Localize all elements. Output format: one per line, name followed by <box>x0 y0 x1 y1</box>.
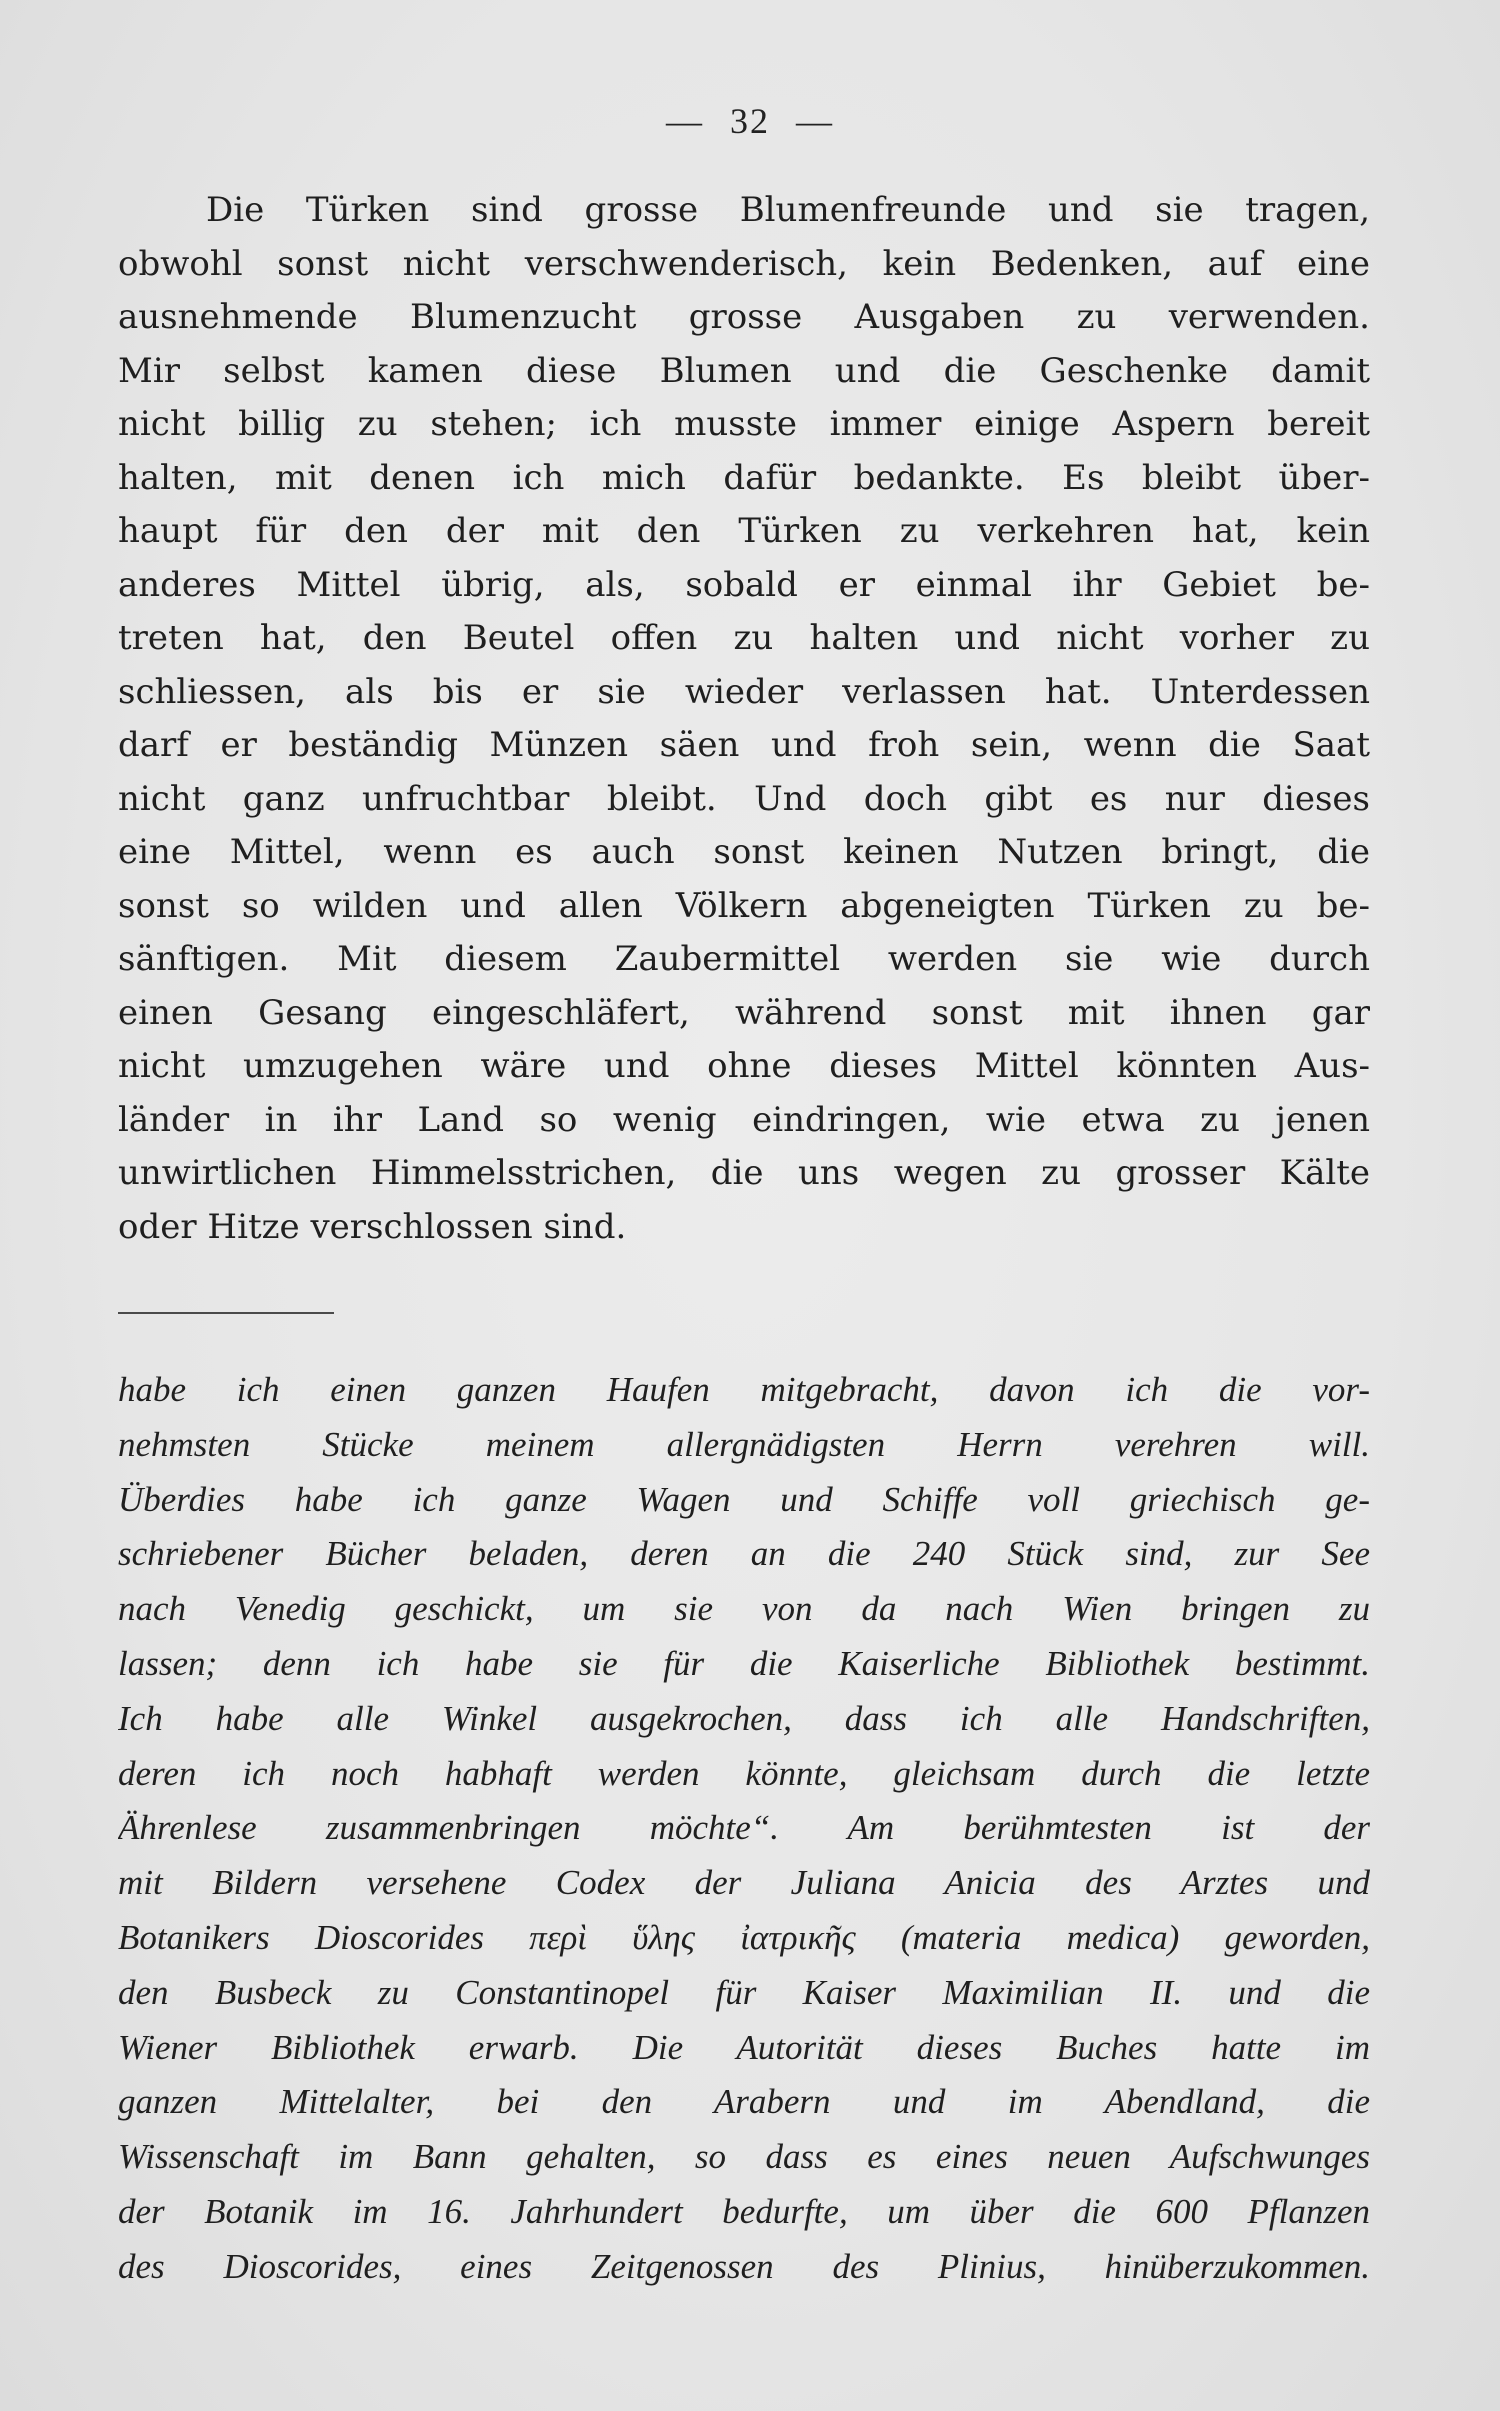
text-line: Mir selbst kamen diese Blumen und die Geschenke damit <box>118 350 1370 391</box>
main-text <box>118 184 1370 1254</box>
text-line: nicht ganz unfruchtbar bleibt. Und doch gibt es nur dieses <box>118 778 1370 819</box>
text-line: einen Gesang eingeschläfert, während sonst mit ihnen gar <box>118 992 1370 1033</box>
footnote-line: mit Bildern versehene Codex der Juliana Anicia des Arztes und <box>118 1863 1370 1903</box>
footnote-line: deren ich noch habhaft werden könnte, gleichsam durch die letzte <box>118 1753 1370 1793</box>
header-dash-left: — <box>666 101 704 141</box>
footnote-separator <box>118 1312 334 1314</box>
text-line: sonst so wilden und allen Völkern abgeneigten Türken zu be- <box>118 885 1370 926</box>
text-line: anderes Mittel übrig, als, sobald er einmal ihr Gebiet be- <box>118 564 1370 605</box>
footnote-line: lassen; denn ich habe sie für die Kaiserliche Bibliothek bestimmt. <box>118 1643 1370 1683</box>
footnote-line: schriebener Bücher beladen, deren an die 240 Stück sind, zur See <box>118 1534 1370 1574</box>
footnote-line: ganzen Mittelalter, bei den Arabern und im Abendland, die <box>118 2082 1370 2122</box>
page-number: 32 <box>730 101 770 141</box>
text-line: oder Hitze verschlossen sind. <box>118 1206 627 1247</box>
text-line: länder in ihr Land so wenig eindringen, wie etwa zu jenen <box>118 1099 1370 1140</box>
footnote-line: Ährenlese zusammenbringen möchte“. Am berühmtesten ist der <box>118 1808 1370 1848</box>
text-line: halten, mit denen ich mich dafür bedankte. Es bleibt über- <box>118 457 1370 498</box>
text-line: nicht billig zu stehen; ich musste immer einige Aspern bereit <box>118 404 1370 444</box>
footnote-line: Botanikers Dioscorides περὶ ὕλης ἰατρικῆς (materia medica) geworden, <box>118 1917 1370 1957</box>
footnote-line: Überdies habe ich ganze Wagen und Schiffe voll griechisch ge- <box>118 1479 1370 1519</box>
text-line: eine Mittel, wenn es auch sonst keinen Nutzen bringt, die <box>118 832 1370 872</box>
footnote-line: nehmsten Stücke meinem allergnädigsten Herrn verehren will. <box>118 1424 1370 1464</box>
footnote <box>118 1363 1370 2295</box>
text-line: ausnehmende Blumenzucht grosse Ausgaben zu verwenden. <box>118 297 1370 337</box>
text-line: haupt für den der mit den Türken zu verkehren hat, kein <box>118 511 1370 551</box>
footnote-line: Ich habe alle Winkel ausgekrochen, dass ich alle Handschriften, <box>118 1698 1370 1738</box>
footnote-line: nach Venedig geschickt, um sie von da nach Wien bringen zu <box>118 1589 1370 1629</box>
page-header <box>0 100 1500 142</box>
text-line: nicht umzugehen wäre und ohne dieses Mittel könnten Aus- <box>118 1046 1370 1086</box>
text-line: darf er beständig Münzen säen und froh sein, wenn die Saat <box>118 725 1370 765</box>
footnote-line: Wiener Bibliothek erwarb. Die Autorität dieses Buches hatte im <box>118 2027 1370 2067</box>
footnote-line: habe ich einen ganzen Haufen mitgebracht, davon ich die vor- <box>118 1370 1370 1409</box>
text-line: unwirtlichen Himmelsstrichen, die uns wegen zu grosser Kälte <box>118 1153 1370 1193</box>
text-line: obwohl sonst nicht verschwenderisch, kein Bedenken, auf eine <box>118 243 1370 284</box>
text-line: treten hat, den Beutel offen zu halten und nicht vorher zu <box>118 618 1370 658</box>
footnote-line: der Botanik im 16. Jahrhundert bedurfte, um über die 600 Pflanzen <box>118 2191 1370 2231</box>
header-dash-right: — <box>796 101 834 141</box>
text-line: Die Türken sind grosse Blumenfreunde und sie tragen, <box>206 190 1370 230</box>
text-line: sänftigen. Mit diesem Zaubermittel werden sie wie durch <box>118 939 1370 979</box>
footnote-line: den Busbeck zu Constantinopel für Kaiser Maximilian II. und die <box>118 1972 1370 2012</box>
text-line: schliessen, als bis er sie wieder verlassen hat. Unterdessen <box>118 671 1370 712</box>
footnote-line: des Dioscorides, eines Zeitgenossen des Plinius, hinüberzukommen. <box>118 2246 1370 2286</box>
footnote-line: Wissenschaft im Bann gehalten, so dass es eines neuen Aufschwunges <box>118 2137 1370 2177</box>
